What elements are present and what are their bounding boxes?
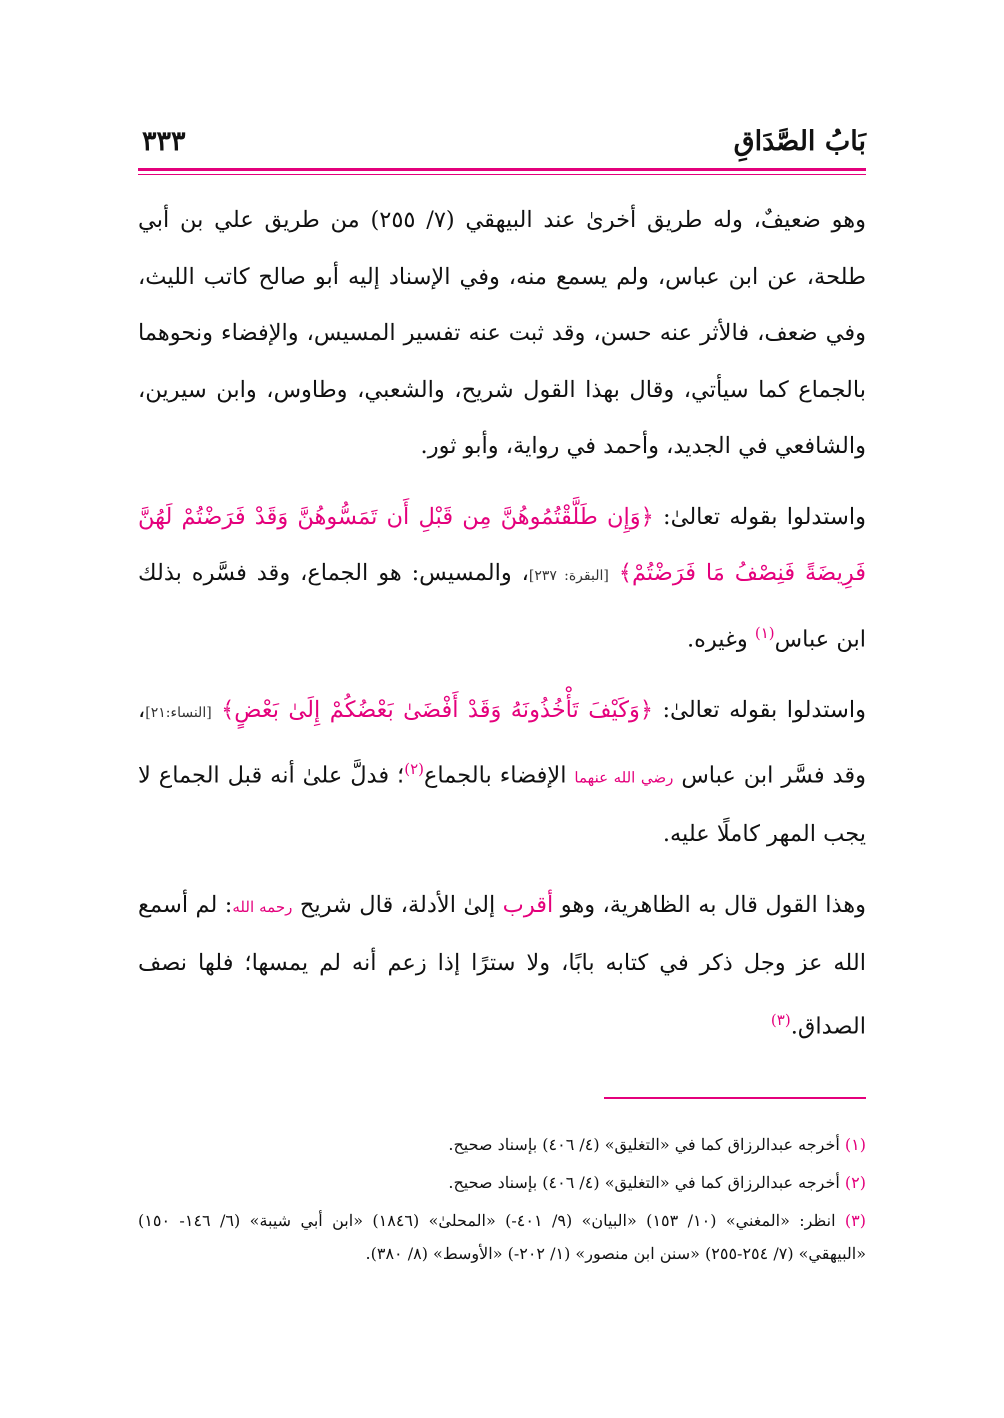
quran-verse-nisa: ﴿وَكَيْفَ تَأْخُذُونَهُ وَقَدْ أَفْضَىٰ بَعْضُكُمْ إِلَىٰ بَعْضٍ﴾ <box>221 696 654 723</box>
paragraph-2-text-2: وغيره. <box>686 626 755 652</box>
paragraph-3-intro: واستدلوا بقوله تعالىٰ: <box>653 696 866 723</box>
paragraph-4-text-1: وهذا القول قال به الظاهرية، وهو <box>553 891 867 918</box>
paragraph-4-text-2: إلىٰ الأدلة، قال شريح <box>292 891 503 918</box>
footnotes <box>138 1128 866 1275</box>
page-number: ٣٣٣ <box>142 126 186 157</box>
footnote-number[interactable]: (١) <box>844 1135 866 1154</box>
footnote-text: أخرجه عبدالرزاق كما في «التغليق» (٤/ ٤٠٦) بإسناد صحيح. <box>448 1173 845 1192</box>
header-rule-thin <box>138 174 866 175</box>
footnote-1 <box>138 1128 866 1161</box>
footnote-marker-1[interactable]: (١) <box>754 623 775 642</box>
footnote-separator <box>604 1097 866 1099</box>
footnote-text: انظر: «المغني» (١٠/ ١٥٣) «البيان» (٩/ ٤٠١-) «المحلىٰ» (١٨٤٦) «ابن أبي شيبة» (٦/ ١٤٦- ١٥٠) «البيهقي» (٧/ ٢٥٤-٢٥٥) «سنن ابن منصور» (١/ ٢٠٢-) «الأوسط» (٨/ ٣٨٠). <box>138 1211 866 1263</box>
paragraph-3-text-3: ؛ فدلَّ علىٰ أنه قبل الجماع لا يجب المهر كاملًا عليه. <box>138 762 866 847</box>
paragraph-3-text-2: الإفضاء بالجماع <box>423 762 575 789</box>
footnote-number[interactable]: (٢) <box>844 1173 866 1192</box>
verse-reference-baqarah: [البقرة: ٢٣٧] <box>528 568 609 584</box>
verse-reference-nisa: [النساء:٢١] <box>145 704 212 721</box>
footnote-marker-2[interactable]: (٢) <box>404 760 424 778</box>
footnote-3 <box>138 1204 866 1270</box>
honorific-rahimahullah: رحمه الله <box>232 897 293 916</box>
honorific-radiallahu: رضي الله عنهما <box>574 768 674 787</box>
paragraph-3-text-1: ، وقد فسَّر ابن عباس <box>138 696 866 789</box>
paragraph-4-text-3: : لم أسمع الله عز وجل ذكر في كتابه بابًا، ولا سترًا إذا زعم أنه لم يمسها؛ فلها نصف الصداق. <box>138 891 866 1039</box>
paragraph-2-text-1: ، والمسيس: هو الجماع، وقد فسَّره بذلك ابن عباس <box>138 560 866 652</box>
page-header <box>138 118 866 168</box>
paragraph-2 <box>138 489 866 668</box>
chapter-title: بَابُ الصَّدَاقِ <box>733 126 866 157</box>
footnote-marker-3[interactable]: (٣) <box>770 1010 791 1029</box>
paragraph-1: وهو ضعيفٌ، وله طريق أخرىٰ عند البيهقي (٧/ ٢٥٥) من طريق علي بن أبي طلحة، عن ابن عباس، ولم يسمع منه، وفي الإسناد إليه أبو صالح كاتب الليث، وفي ضعف، فالأثر عنه حسن، وقد ثبت عنه تفسير المسيس، والإفضاء ونحوهما بالجماع كما سيأتي، وقال بهذا القول شريح، والشعبي، وطاوس، وابن سيرين، والشافعي في الجديد، وأحمد في رواية، وأبو ثور. <box>138 207 866 459</box>
paragraph-2-intro: واستدلوا بقوله تعالىٰ: <box>653 503 867 530</box>
paragraph-4 <box>138 877 866 1055</box>
paragraph-3 <box>138 682 866 863</box>
main-text <box>138 192 866 1055</box>
footnote-number[interactable]: (٣) <box>844 1211 867 1230</box>
footnote-2 <box>138 1166 866 1199</box>
header-rule-thick <box>138 168 866 171</box>
quran-verse-baqarah: ﴿وَإِن طَلَّقْتُمُوهُنَّ مِن قَبْلِ أَن تَمَسُّوهُنَّ وَقَدْ فَرَضْتُمْ لَهُنَّ فَرِيضَةً فَنِصْفُ مَا فَرَضْتُمْ﴾ <box>138 503 866 586</box>
footnote-text: أخرجه عبدالرزاق كما في «التغليق» (٤/ ٤٠٦) بإسناد صحيح. <box>448 1135 845 1154</box>
highlight-aqrab: أقرب <box>502 891 554 918</box>
